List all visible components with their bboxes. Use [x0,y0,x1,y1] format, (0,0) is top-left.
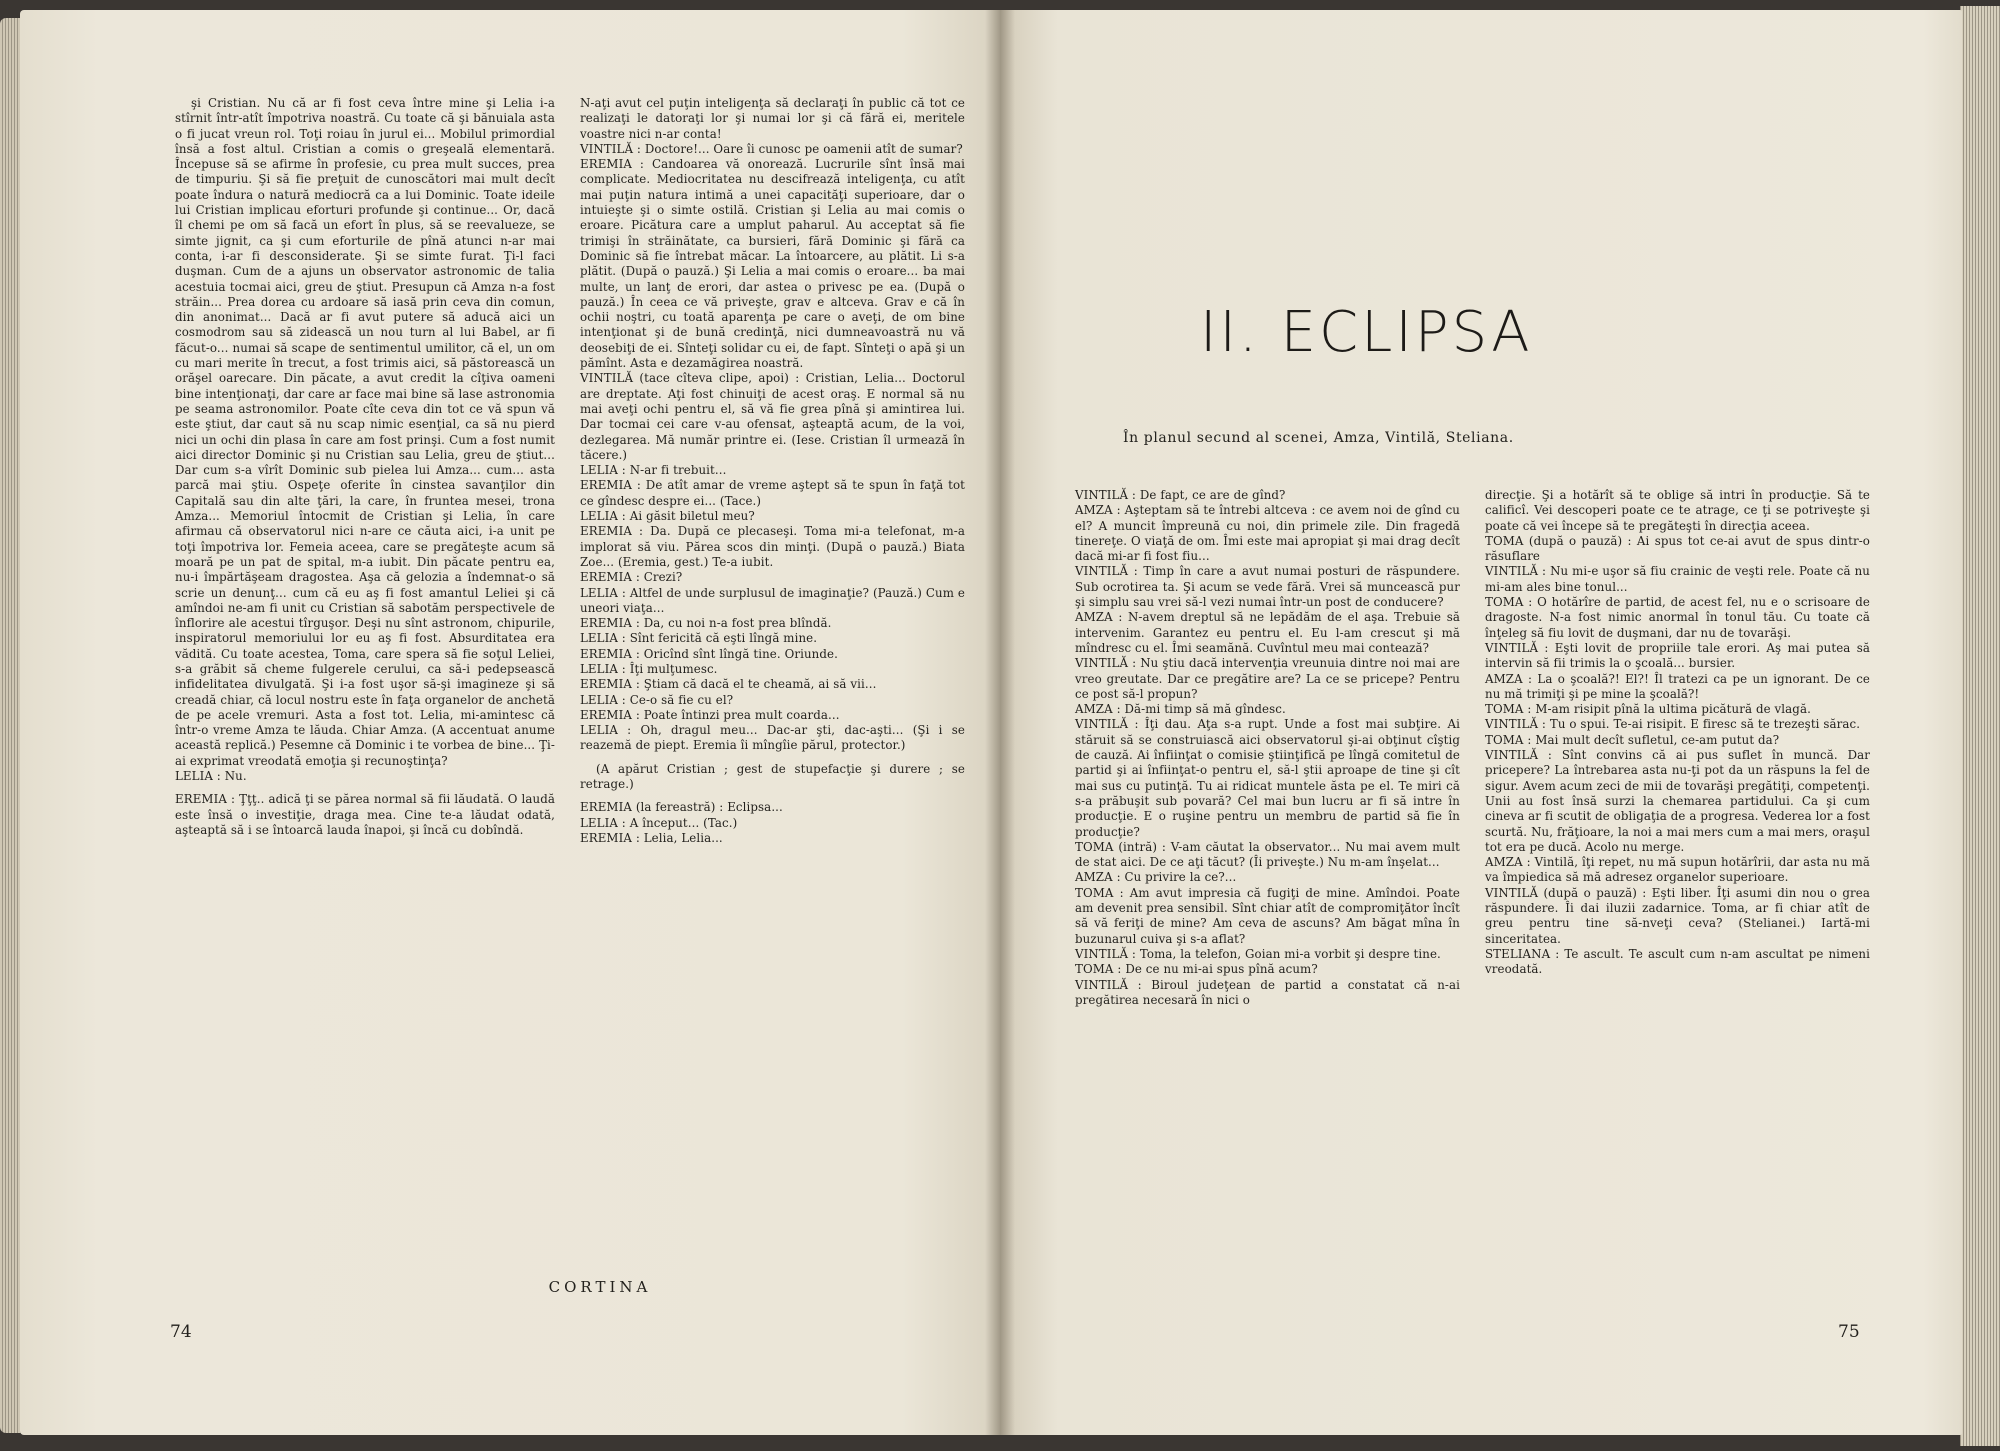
dialogue-line: N-aţi avut cel puţin inteligenţa să declaraţi în public că tot ce realizaţi le datoraţi lor şi numai lor şi că fără ei, meritele voastre nici n-ar conta! [580,96,965,141]
left-page [20,10,1000,1435]
dialogue-line: LELIA : Ce-o să fie cu el? [580,692,734,707]
dialogue-line: AMZA : Aşteptam să te întrebi altceva : ce avem noi de gînd cu el? A muncit împreună cu noi, din primele zile. Din fragedă tinereţe. O viaţă de om. Îmi este mai apropiat şi mai drag decît dacă mi-ar fi fost fiu... [1075,503,1460,564]
stage-direction: În planul secund al scenei, Amza, Vintilă, Steliana. [1123,430,1514,446]
dialogue-line: LELIA : Sînt fericită că eşti lîngă mine. [580,631,818,646]
dialogue-line: VINTILĂ : Toma, la telefon, Goian mi-a vorbit şi despre tine. [1075,946,1441,961]
dialogue-line: VINTILĂ : Nu ştiu dacă intervenţia vreunuia dintre noi mai are vreo greutate. Dar ce pregătire are? La ce se pricepe? Pentru ce post să-l propun? [1075,656,1460,701]
dialogue-line: VINTILĂ : Doctore!... Oare îi cunosc pe oamenii atît de sumar? [580,141,963,156]
dialogue-line: LELIA : Oh, dragul meu... Dac-ar şti, dac-aşti... (Şi i se reazemă de piept. Eremia îi mîngîie părul, protector.) [580,723,965,753]
dialogue-line: AMZA : Dă-mi timp să mă gîndesc. [1075,702,1286,717]
dialogue-line: EREMIA : Candoarea vă onorează. Lucrurile sînt însă mai complicate. Mediocritatea nu descifrează inteligenţa, cu atît mai puţin natura intimă a unei capacităţi superioare, dar o intuieşte şi o simte ostilă. Cristian şi Lelia au mai comis o eroare. Picătura care a umplut paharul. Au acceptat să fie trimişi în străinătate, ca bursieri, fără Dominic şi fără ca Dominic să fie întrebat măcar. La întoarcere, au plătit. Li s-a plătit. (După o pauză.) Şi Lelia a mai comis o eroare... ba mai multe, un lanţ de erori, dar astea o privesc pe ea. (După o pauză.) În ceea ce vă priveşte, grav e altceva. Grav e că în ochii noştri, cu toată aparenţa pe care o aveţi, de om bine intenţionat şi de bună credinţă, nici dumneavoastră nu vă deosebiţi de ei. Sînteţi solidar cu ei, de fapt. Sînteţi o apă şi un pămînt. Asta e dezamăgirea noastră. [580,157,965,371]
dialogue-line: EREMIA : Ţţţ.. adică ţi se părea normal să fii lăudată. O laudă este însă o investiţie, draga mea. Cine te-a lăudat odată, aşteaptă să i se întoarcă lauda înapoi, şi încă cu dobîndă. [175,792,555,837]
dialogue-line: AMZA : N-avem dreptul să ne lepădăm de el aşa. Trebuie să intervenim. Garantez eu pentru el. Eu l-am crescut şi mă mîndresc cu el. Îmi seamănă. Cuvîntul meu mai contează? [1075,610,1460,655]
dialogue-line: TOMA : De ce nu mi-ai spus pînă acum? [1075,962,1318,977]
dialogue-line: EREMIA : Crezi? [580,570,683,585]
left-page-column-1 [175,96,555,838]
dialogue-line: LELIA : N-ar fi trebuit... [580,463,727,478]
dialogue-line: AMZA : Vintilă, îţi repet, nu mă supun hotărîrii, dar asta nu mă va împiedica să mă adresez organelor superioare. [1485,855,1870,885]
dialogue-line: direcţie. Şi a hotărît să te oblige să intri în producţie. Să te calificî. Vei descoperi poate ce te atrage, ce ţi se potriveşte şi poate că vei începe să te pregăteşti în direcţia aceea. [1485,488,1870,533]
dialogue-line: TOMA : M-am risipit pînă la ultima picătură de vlagă. [1485,702,1811,717]
dialogue-line: VINTILĂ : Tu o spui. Te-ai risipit. E firesc să te trezeşti sărac. [1485,717,1861,732]
dialogue-line: EREMIA : Da. După ce plecaseşi. Toma mi-a telefonat, m-a implorat să viu. Părea scos din minţi. (După o pauză.) Biata Zoe... (Eremia, gest.) Te-a iubit. [580,524,965,569]
dialogue-line: EREMIA : Da, cu noi n-a fost prea blîndă. [580,616,832,631]
dialogue-line: VINTILĂ : Sînt convins că ai pus suflet în muncă. Dar pricepere? La întrebarea asta nu-ţi pot da un răspuns la fel de sigur. Avem acum zeci de mii de tovarăşi pregătiţi, competenţi. Unii au fost însă surzi la chemarea partidului. Ca şi cum cineva ar fi scutit de obligaţia de a progresa. Vederea lor a fost scurtă. Nu, frăţioare, la noi a mai mers cum a mai mers, oraşul tot era pe ducă. Acolo nu merge. [1485,748,1870,854]
book-gutter [985,10,1015,1435]
dialogue-line: VINTILĂ : Nu mi-e uşor să fiu crainic de veşti rele. Poate că nu mi-am ales bine tonul... [1485,564,1870,594]
dialogue-line: LELIA : Îţi mulţumesc. [580,661,718,676]
right-page [1000,10,1962,1435]
dialogue-line: TOMA : O hotărîre de partid, de acest fel, nu e o scrisoare de dragoste. N-a fost nimic anormal în tonul tău. Cu toate că înţeleg să fiu lovit de duşmani, dar nu de tovarăşi. [1485,595,1870,640]
dialogue-line: VINTILĂ (tace cîteva clipe, apoi) : Cristian, Lelia... Doctorul are dreptate. Aţi fost chinuiţi de acest oraş. E normal să nu mai aveţi ochi pentru el, să vă fie grea pînă şi amintirea lui. Dar tocmai cei care v-au ofensat, aşteaptă acum, de la voi, dezlegarea. Mă număr printre ei. (Iese. Cristian îl urmează în tăcere.) [580,371,965,462]
dialogue-line: LELIA : Nu. [175,769,247,784]
dialogue-line: VINTILĂ (după o pauză) : Eşti liber. Îţi asumi din nou o grea răspundere. Îi dai iluzii zadarnice. Toma, ar fi chiar atît de greu pentru tine să-nveţi ceva? (Stelianei.) Iartă-mi sinceritatea. [1485,885,1870,946]
dialogue-line: TOMA : Mai mult decît sufletul, ce-am putut da? [1485,732,1780,747]
paragraph: şi Cristian. Nu că ar fi fost ceva între mine şi Lelia i-a stîrnit într-atît împotriva noastră. Cu toate că şi bănuiala asta o fi jucat vreun rol. Toţi roiau în jurul ei... Mobilul primordial însă a fost altul. Cristian a comis o greşeală elementară. Începuse să se afirme în profesie, cu prea mult succes, prea de timpuriu. Şi să fie preţuit de cunoscători mai mult decît poate îndura o natură mediocră ca a lui Dominic. Toate ideile lui Cristian implicau eforturi profunde şi continue... Or, dacă îl chemi pe om să facă un efort în plus, să se reevalueze, se simte jignit, ca şi cum eforturile de pînă atunci n-ar mai conta, i-ar fi desconsiderate. Şi se simte furat. Ţi-l faci duşman. Cum de a ajuns un observator astronomic de talia acestuia tocmai aici, greu de ştiut. Presupun că Amza n-a fost străin... Prea dorea cu ardoare să iasă prin ceva din comun, din anonimat... Dacă ar fi avut putere să aducă aici un cosmodrom sau să zidească un nou turn al lui Babel, ar fi făcut-o... numai să scape de sentimentul umilitor, că el, un om cu mari merite în trecut, a fost trimis aici, să păstorească un orăşel oarecare. Din păcate, a avut credit la cîţiva oameni bine intenţionaţi, dar care ar face mai bine să lase astronomia pe seama astronomilor. Poate cîte ceva din tot ce vă spun vă este ştiut, dar caut să nu scap nimic esenţial, ca să nu pierd nici un ochi din plasa în care am fost prinşi. Cum a fost numit aici director Dominic şi nu Cristian sau Lelia, greu de ştiut... Dar cum s-a vîrît Dominic sub pielea lui Amza... cum... asta parcă mai ştiu. Ospeţe oferite în cinstea savanţilor din Capitală sau din alte ţări, la care, în fruntea mesei, trona Amza... Memoriul întocmit de Cristian şi Lelia, în care afirmau că observatorul nici n-are ce căuta aici, i-a unit pe toţi împotriva lor. Femeia aceea, care se pregăteşte acum să moară pe un pat de spital, m-a iubit. Din păcate pentru ea, nu-i împărtăşeam dragostea. Aşa că gelozia a îndemnat-o să scrie un denunţ... cum că eu aş fi fost amantul Leliei şi că amîndoi ne-am fi unit cu Cristian să sabotăm perspectivele de înflorire ale acestui tîrguşor. Deşi nu sînt astronom, chipurile, inspiratorul memoriului lor eu aş fi fost. Absurditatea era vădită. Cu toate acestea, Toma, care spera să fie soţul Leliei, s-a grăbit să cheme fulgerele cerului, ca să-i pedepsească infidelitatea divulgată. Şi i-a fost uşor să-şi imagineze şi să creadă chiar, că locul nostru este în faţa organelor de anchetă de pe acele vremuri. Asta a fost tot. Lelia, mi-amintesc că într-o vreme Amza te lăuda. Chiar Amza. (A accentuat anume această replică.) Pesemne că Dominic i te vorbea de bine... Ţi-ai exprimat vreodată emoţia şi recunoştinţa? [175,96,555,768]
dialogue-line: EREMIA : Lelia, Lelia... [580,830,723,845]
page-number: 75 [1838,1322,1860,1342]
stage-direction: (A apărut Cristian ; gest de stupefacţie şi durere ; se retrage.) [580,761,965,792]
dialogue-line: TOMA (după o pauză) : Ai spus tot ce-ai avut de spus dintr-o răsuflare [1485,533,1870,564]
dialogue-line: EREMIA : Poate întinzi prea mult coarda... [580,707,840,722]
dialogue-line: AMZA : Cu privire la ce?... [1075,870,1237,885]
dialogue-line: EREMIA : De atît amar de vreme aştept să te spun în faţă tot ce gîndesc despre ei... (Tace.) [580,478,965,508]
dialogue-line: VINTILĂ : De fapt, ce are de gînd? [1075,488,1286,502]
curtain-label: CORTINA [548,1278,652,1296]
dialogue-line: AMZA : La o şcoală?! El?! Îl tratezi ca pe un ignorant. De ce nu mă trimiţi şi pe mine la şcoală?! [1485,671,1870,701]
act-title: II. ECLIPSA [1200,300,1533,365]
dialogue-line: TOMA (intră) : V-am căutat la observator... Nu mai avem mult de stat aici. De ce aţi tăcut? (Îi priveşte.) Nu m-am înşelat... [1075,839,1460,870]
dialogue-line: EREMIA : Ştiam că dacă el te cheamă, ai să vii... [580,677,877,692]
dialogue-line: VINTILĂ : Timp în care a avut numai posturi de răspundere. Sub ocrotirea ta. Şi acum se vede fără. Vrei să muncească pur şi simplu sau vrei să-l vezi numai într-un post de conducere? [1075,564,1460,610]
dialogue-line: STELIANA : Te ascult. Te ascult cum n-am ascultat pe nimeni vreodată. [1485,946,1870,977]
dialogue-line: TOMA : Am avut impresia că fugiţi de mine. Amîndoi. Poate am devenit prea sensibil. Sînt chiar atît de compromiţător încît să vă feriţi de mine? Am ceva de ascuns? Am băgat mîna în buzunarul cuiva şi s-a aflat? [1075,885,1460,946]
dialogue-line: LELIA : Ai găsit biletul meu? [580,509,755,524]
dialogue-line: LELIA : A început... (Tac.) [580,815,738,830]
page-edges-right [1960,6,2000,1446]
dialogue-line: VINTILĂ : Îţi dau. Aţa s-a rupt. Unde a fost mai subţire. Ai stăruit să se construiască aici observatorul şi-ai obţinut cîştig de cauză. Ai înfiinţat o comisie ştiinţifică pe lîngă comitetul de partid şi ai înfiinţat-o pentru el, să-l ştii aproape de tine şi cît mai sus cu putinţă. Tu ai ridicat muntele ăsta pe el. Te miri că s-a prăbuşit sub povară? Cel mai bun lucru ar fi să intre în producţie. E o ruşine pentru un membru de partid să fie în producţie? [1075,717,1460,839]
dialogue-line: EREMIA (la fereastră) : Eclipsa... [580,800,783,815]
right-page-column-1 [1075,488,1460,1008]
page-number: 74 [170,1322,192,1342]
right-page-column-2 [1485,488,1870,978]
dialogue-line: EREMIA : Oricînd sînt lîngă tine. Oriunde. [580,646,838,661]
dialogue-line: VINTILĂ : Eşti lovit de propriile tale erori. Aş mai putea să intervin să fii trimis la o şcoală... bursier. [1485,640,1870,671]
dialogue-line: VINTILĂ : Biroul judeţean de partid a constatat că n-ai pregătirea necesară în nici o [1075,977,1460,1007]
left-page-column-2 [580,96,965,846]
dialogue-line: LELIA : Altfel de unde surplusul de imaginaţie? (Pauză.) Cum e uneori viaţa... [580,585,965,615]
